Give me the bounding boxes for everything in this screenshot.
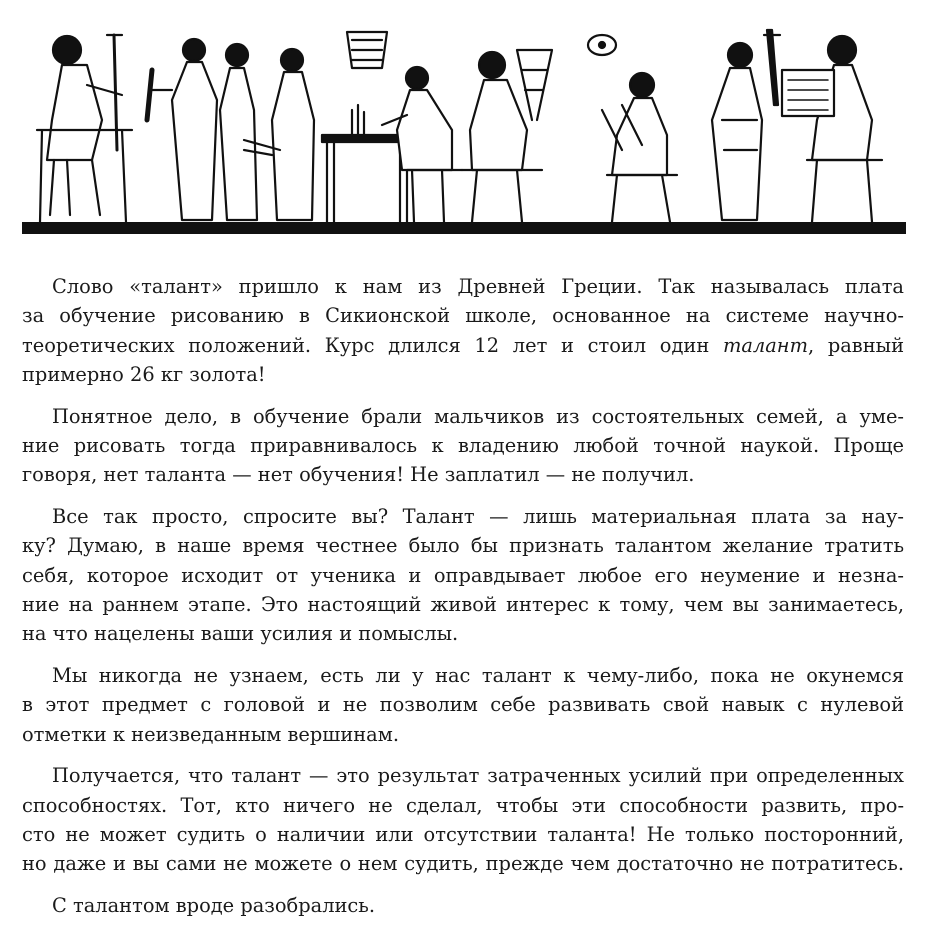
text-line: Все так просто, спросите вы? Талант — лишь материальная плата за нау- — [52, 504, 904, 528]
text-line: в этот предмет с головой и не позволим себе развивать свой навык с нулевой — [22, 693, 904, 717]
text-line: говоря, нет таланта — нет обучения! Не заплатил — не получил. — [22, 463, 695, 487]
paragraph-2 — [22, 402, 904, 490]
seated-teacher-figure — [37, 35, 132, 222]
text-line: ку? Думаю, в наше время честнее было бы признать талантом желание тратить — [22, 534, 904, 558]
hanging-basket-icon — [347, 32, 387, 68]
seated-scribe-figure — [382, 67, 462, 222]
text-line: Получается, что талант — это результат затраченных усилий при определенных — [52, 764, 904, 788]
text-line: отметки к неизведанным вершинам. — [22, 722, 399, 746]
seated-lyre-player-figure — [462, 50, 552, 222]
text-line: себя, которое исходит от ученика и оправдывает любое его неумение и незна- — [22, 563, 904, 587]
text-line: но даже и вы сами не можете о нем судить, прежде чем достаточно не потратитесь. — [22, 852, 904, 876]
paragraph-1 — [22, 272, 904, 390]
text-line: примерно 26 кг золота! — [22, 363, 266, 387]
text-line: сто не может судить о наличии или отсутствии таланта! Не только посторонний, — [22, 822, 904, 846]
paragraph-3 — [22, 502, 904, 649]
text-line: Слово «талант» пришло к нам из Древней Греции. Так называлась плата — [52, 275, 904, 298]
text-line: на что нацелены ваши усилия и помыслы. — [22, 622, 459, 646]
text-line: С талантом вроде разобрались. — [52, 893, 376, 917]
paragraph-6 — [52, 891, 904, 920]
standing-draped-figure — [712, 43, 762, 220]
text-line: за обучение рисованию в Сикионской школе, основанное на системе научно- — [22, 304, 904, 328]
standing-youth-scroll-figure — [147, 39, 217, 220]
hanging-flute-case-icon — [764, 30, 780, 105]
text-line: ние на раннем этапе. Это настоящий живой интерес к тому, чем вы занимаетесь, — [22, 593, 904, 617]
paragraph-4 — [22, 661, 904, 749]
text-line: способностях. Тот, кто ничего не сделал, чтобы эти способности развить, про- — [22, 793, 904, 817]
text-line: ние рисовать тогда приравнивалось к владению любой точной наукой. Проще — [22, 434, 904, 458]
seated-youth-lyre-figure — [602, 73, 677, 222]
standing-youth-figure — [220, 44, 257, 220]
text-line: Понятное дело, в обучение брали мальчиков из состоятельных семей, а уме- — [52, 404, 904, 428]
article-text — [22, 272, 904, 932]
hanging-cup-icon — [588, 35, 616, 55]
greek-school-frieze-illustration — [22, 10, 906, 240]
ground-band — [22, 222, 906, 234]
text-line: Мы никогда не узнаем, есть ли у нас талант к чему-либо, пока не окунемся — [52, 663, 904, 687]
text-line: теоретических положений. Курс длился 12 лет и стоил один талант, равный — [22, 333, 904, 357]
italic-word-talent: талант — [722, 333, 808, 357]
paragraph-5 — [22, 761, 904, 879]
seated-teacher-scroll-figure — [782, 36, 882, 222]
